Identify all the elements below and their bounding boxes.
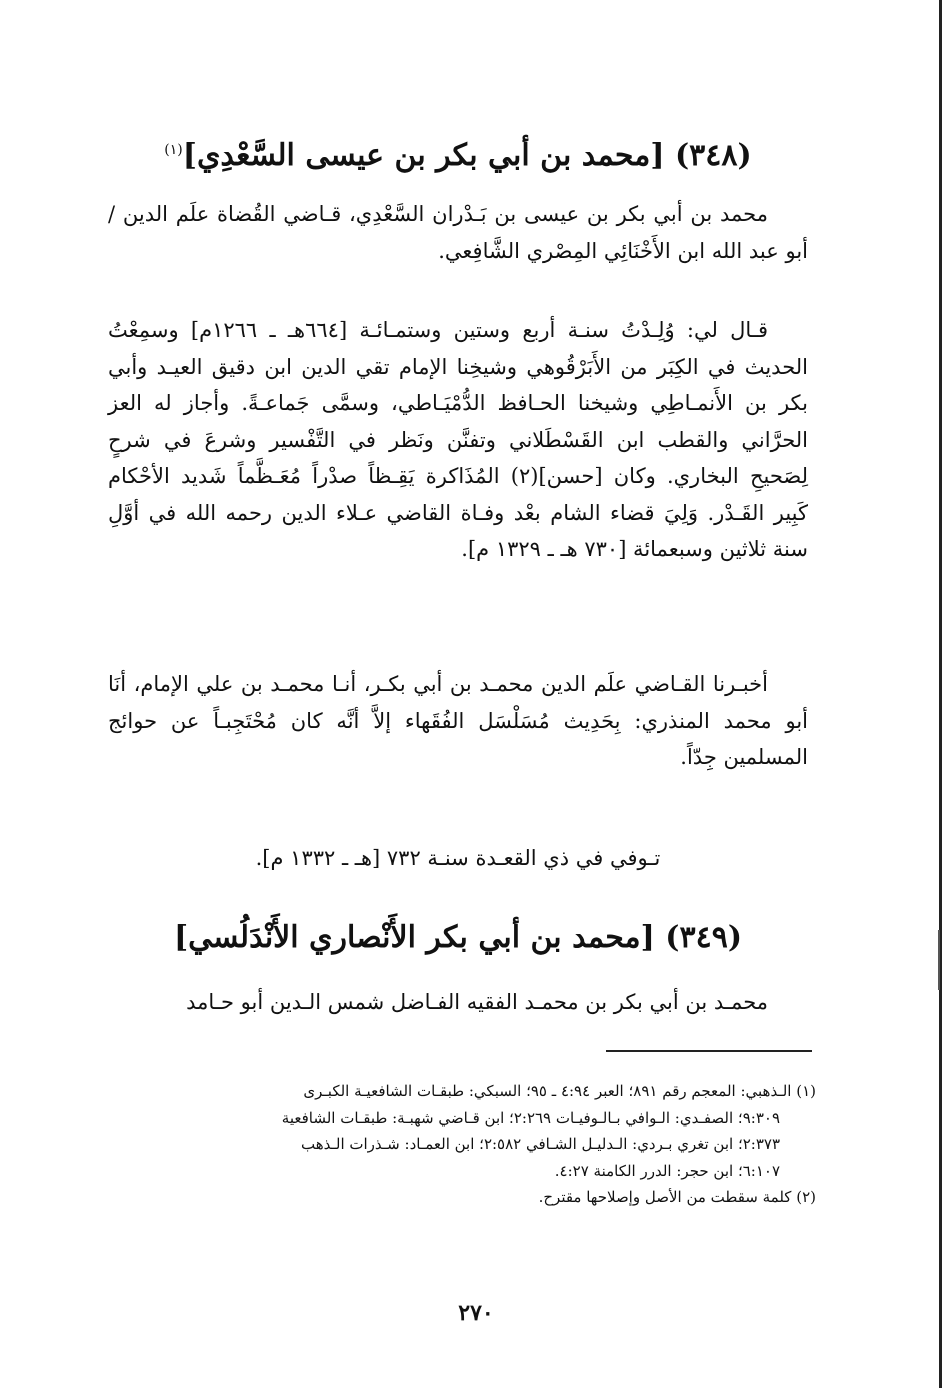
entry-348-para-2: قـال لي: وُلِـدْتُ سنـة أربع وستين وستمـائـة [٦٦٤هـ ـ ١٢٦٦م] وسمِعْتُ الحديث في الكِبَر من الأَبَرْقُوهي وشيخِنا الإمام تقي الدين ابن دقيق العيـد وأبي بكر بن الأَنمـاطِي وشيخنا الحـافظ الدُّمْيَـاطي، وسمَّى جَماعـةً. وأجاز له العز الحرَّاني والقطب ابن القَسْطَلاني وتفنَّن ونَظر في التَّفْسير وشرعَ في شرحٍ لِصَحيحِ البخاري. وكان [حسن](٢) المُذَاكرة يَقِـظاً صدْراً مُعَـظَّماً شَديد الأحْكام كَبِير القَـدْر. وَلِيَ قضاء الشام بعْد وفـاة القاضي عـلاء الدين رحمه الله في أوَّلِ سنة ثلاثين وسبعمائة [٧٣٠ هـ ـ ١٣٢٩ م]. (108, 318, 808, 561)
footnotes (126, 1078, 816, 1211)
footnote-1-line-1: (١) الـذهبي: المعجم رقم ٨٩١؛ العبر ٤:٩٤ ـ ٩٥؛ السبكي: طبقـات الشافعيـة الكبـرى (303, 1082, 816, 1100)
footnote-1-line-2: ٩:٣٠٩؛ الصفـدي: الـوافي بـالـوفيـات ٢:٢٦٩؛ ابن قـاضي شهبـة: طبقـات الشافعية (281, 1108, 780, 1127)
entry-348-para-4: تـوفي في ذي القعـدة سنـة ٧٣٢ [هـ ـ ١٣٣٢ م]. (255, 846, 661, 870)
entry-349-bio (108, 984, 808, 1021)
footnote-1-line-4: ٦:١٠٧؛ ابن حجر: الدرر الكامنة ٤:٢٧. (554, 1161, 780, 1180)
entry-348-death (108, 840, 808, 877)
entry-heading-349-text: (٣٤٩) [محمد بن أبي بكر الأَنْصاري الأَنْدَلُسي] (173, 920, 743, 955)
entry-348-bio (108, 196, 808, 269)
page-edge-mark (938, 930, 940, 990)
entry-349-para-1: محمـد بن أبي بكر بن محمـد الفقيه الفـاضل شمس الـدين أبو حـامد (186, 990, 768, 1014)
entry-348-narrative (108, 312, 808, 568)
entry-heading-349 (108, 916, 808, 960)
entry-heading-348 (108, 128, 808, 178)
entry-348-para-3: أخبـرنا القـاضي علَم الدين محمـد بن أبي بكـر، أنـا محمـد بن علي الإمام، أنَا أبو محمد المنذري: بِحَدِيث مُسَلْسَل الفُقَهاء إلاَّ أنَّه كان مُحْتَجِبـاً عن حوائج المسلمين جِدّاً. (108, 672, 808, 769)
entry-348-hadith (108, 666, 808, 776)
page-edge-line (939, 0, 942, 1388)
footnote-separator (606, 1050, 812, 1052)
page-number: ٢٧٠ (458, 1300, 494, 1326)
footnote-ref-1: (١) (164, 142, 183, 158)
footnote-2: (٢) كلمة سقطت من الأصل وإصلاحها مقترح. (538, 1188, 816, 1206)
footnote-1-line-3: ٢:٣٧٣؛ ابن تغري بـردي: الـدليـل الشـافي ٢:٥٨٢؛ ابن العمـاد: شـذرات الـذهب (300, 1135, 780, 1153)
entry-heading-348-text: (٣٤٨) [محمد بن أبي بكر بن عيسى السَّعْدِي] (182, 138, 752, 173)
entry-348-para-1: محمد بن أبي بكر بن عيسى بن بَـدْران السَّعْدِي، قـاضي القُضاة علَم الدين / أبو عبد الله ابن الأَخْنَائِي المِصْري الشَّافِعي. (108, 202, 808, 263)
